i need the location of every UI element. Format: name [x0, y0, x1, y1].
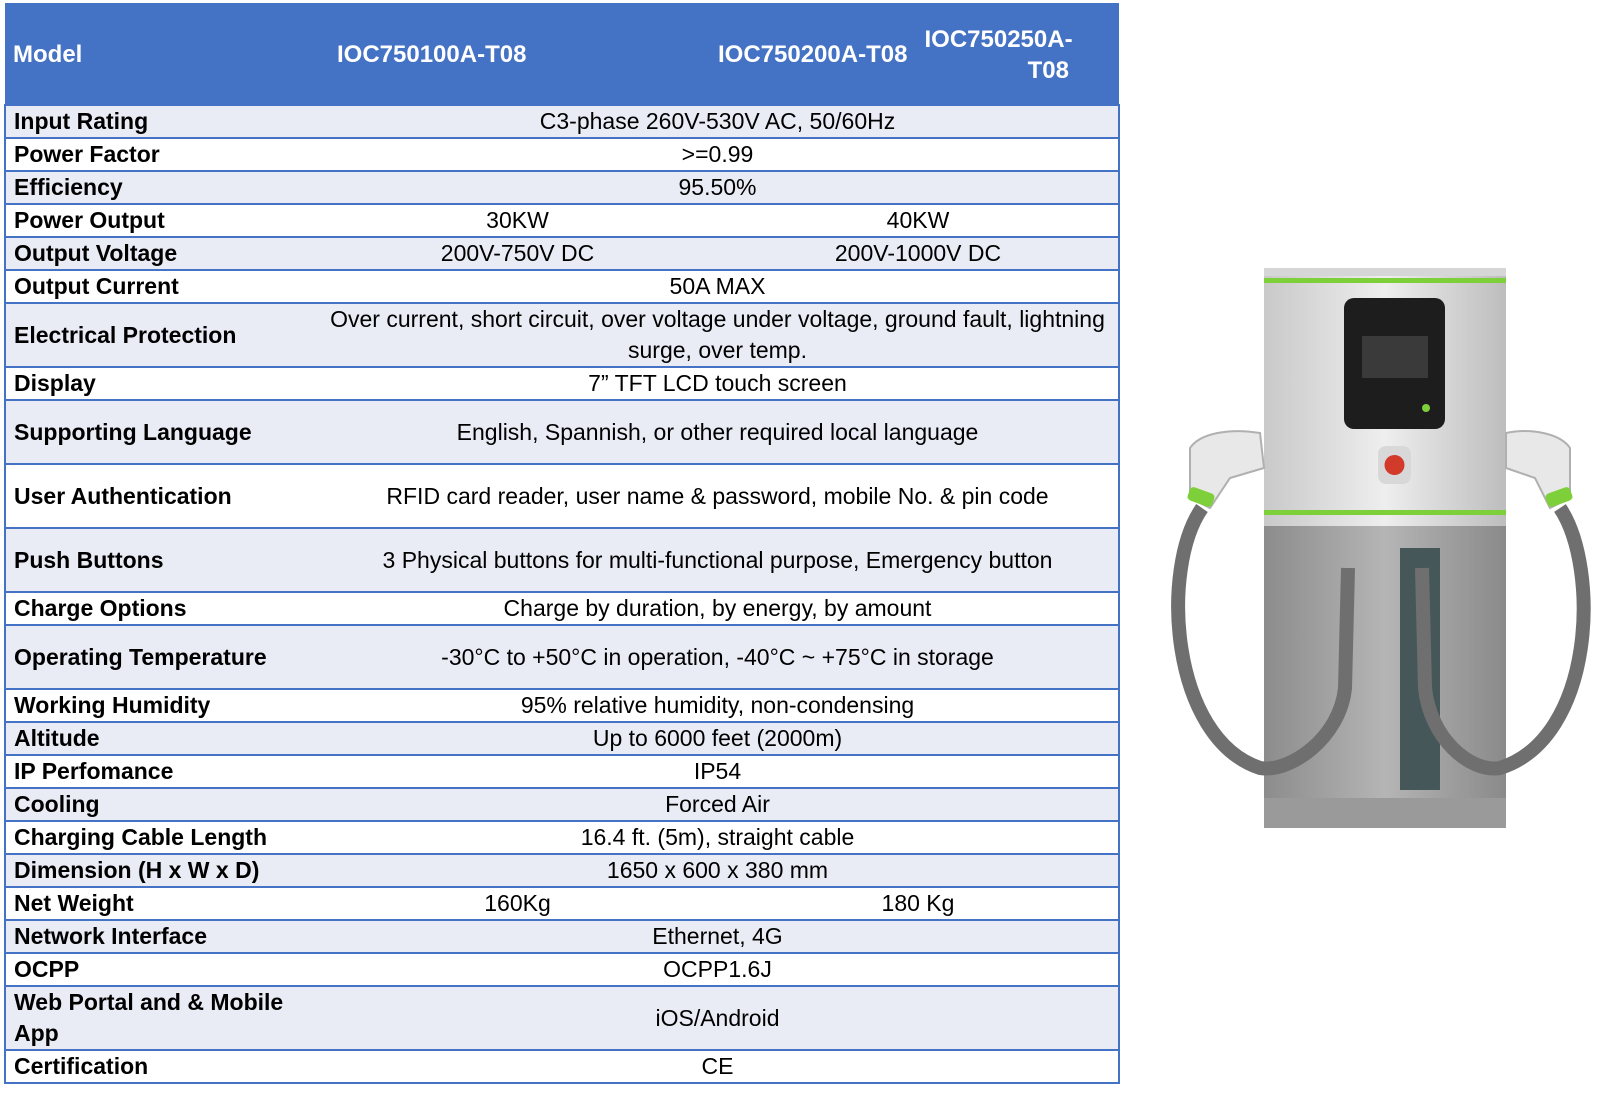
row-value: 50A MAX — [317, 270, 1119, 303]
row-value: 200V-750V DC — [317, 237, 718, 270]
row-label: Output Voltage — [5, 237, 317, 270]
row-label: Altitude — [5, 722, 317, 755]
row-value: 7” TFT LCD touch screen — [317, 367, 1119, 400]
row-value: English, Spannish, or other required local language — [317, 400, 1119, 464]
row-value: IP54 — [317, 755, 1119, 788]
table-row — [5, 400, 1119, 464]
row-label: OCPP — [5, 953, 317, 986]
table-row — [5, 270, 1119, 303]
row-value: 200V-1000V DC — [718, 237, 1119, 270]
table-row — [5, 138, 1119, 171]
row-value: 3 Physical buttons for multi-functional purpose, Emergency button — [317, 528, 1119, 592]
row-value: Up to 6000 feet (2000m) — [317, 722, 1119, 755]
table-row — [5, 464, 1119, 528]
row-label: User Authentication — [5, 464, 317, 528]
row-label: Power Output — [5, 204, 317, 237]
row-value: OCPP1.6J — [317, 953, 1119, 986]
table-row — [5, 528, 1119, 592]
table-row — [5, 986, 1119, 1050]
spec-table — [4, 3, 1120, 1084]
table-row — [5, 821, 1119, 854]
row-label: Certification — [5, 1050, 317, 1083]
table-row — [5, 303, 1119, 367]
row-label: Input Rating — [5, 105, 317, 138]
row-value: Forced Air — [317, 788, 1119, 821]
row-value: 1650 x 600 x 380 mm — [317, 854, 1119, 887]
row-label: Web Portal and & Mobile App — [5, 986, 317, 1050]
table-row — [5, 788, 1119, 821]
table-row — [5, 920, 1119, 953]
row-value: 95.50% — [317, 171, 1119, 204]
table-header-row — [5, 4, 1119, 105]
table-row — [5, 367, 1119, 400]
row-value: iOS/Android — [317, 986, 1119, 1050]
row-label: Charging Cable Length — [5, 821, 317, 854]
table-row — [5, 854, 1119, 887]
row-label: Charge Options — [5, 592, 317, 625]
model-header-2: IOC750200A-T08 — [718, 4, 919, 105]
ev-charger-image — [1150, 268, 1610, 838]
row-value: C3-phase 260V-530V AC, 50/60Hz — [317, 105, 1119, 138]
row-label: Electrical Protection — [5, 303, 317, 367]
table-row — [5, 105, 1119, 138]
row-label: Working Humidity — [5, 689, 317, 722]
table-row — [5, 592, 1119, 625]
row-value: RFID card reader, user name & password, mobile No. & pin code — [317, 464, 1119, 528]
row-value: Ethernet, 4G — [317, 920, 1119, 953]
row-value: 30KW — [317, 204, 718, 237]
row-label: Power Factor — [5, 138, 317, 171]
table-row — [5, 171, 1119, 204]
model-header-1: IOC750100A-T08 — [317, 4, 718, 105]
row-label: Net Weight — [5, 887, 317, 920]
table-row — [5, 689, 1119, 722]
row-value: 16.4 ft. (5m), straight cable — [317, 821, 1119, 854]
row-label: Output Current — [5, 270, 317, 303]
row-value: 40KW — [718, 204, 1119, 237]
row-value: Charge by duration, by energy, by amount — [317, 592, 1119, 625]
table-row — [5, 722, 1119, 755]
row-label: Push Buttons — [5, 528, 317, 592]
row-label: Display — [5, 367, 317, 400]
table-row — [5, 887, 1119, 920]
row-value: CE — [317, 1050, 1119, 1083]
row-label: IP Perfomance — [5, 755, 317, 788]
table-row — [5, 755, 1119, 788]
table-row — [5, 204, 1119, 237]
row-value: >=0.99 — [317, 138, 1119, 171]
row-value: 95% relative humidity, non-condensing — [317, 689, 1119, 722]
row-label: Network Interface — [5, 920, 317, 953]
row-label: Cooling — [5, 788, 317, 821]
table-row — [5, 1050, 1119, 1083]
table-row — [5, 953, 1119, 986]
table-row — [5, 237, 1119, 270]
model-header-label: Model — [5, 4, 317, 105]
row-value: 180 Kg — [718, 887, 1119, 920]
row-label: Operating Temperature — [5, 625, 317, 689]
row-label: Supporting Language — [5, 400, 317, 464]
model-header-3: IOC750250A-T08 — [919, 4, 1120, 105]
row-label: Dimension (H x W x D) — [5, 854, 317, 887]
row-label: Efficiency — [5, 171, 317, 204]
row-value: Over current, short circuit, over voltage under voltage, ground fault, lightning surge, over temp. — [317, 303, 1119, 367]
row-value: -30°C to +50°C in operation, -40°C ~ +75°C in storage — [317, 625, 1119, 689]
table-row — [5, 625, 1119, 689]
row-value: 160Kg — [317, 887, 718, 920]
